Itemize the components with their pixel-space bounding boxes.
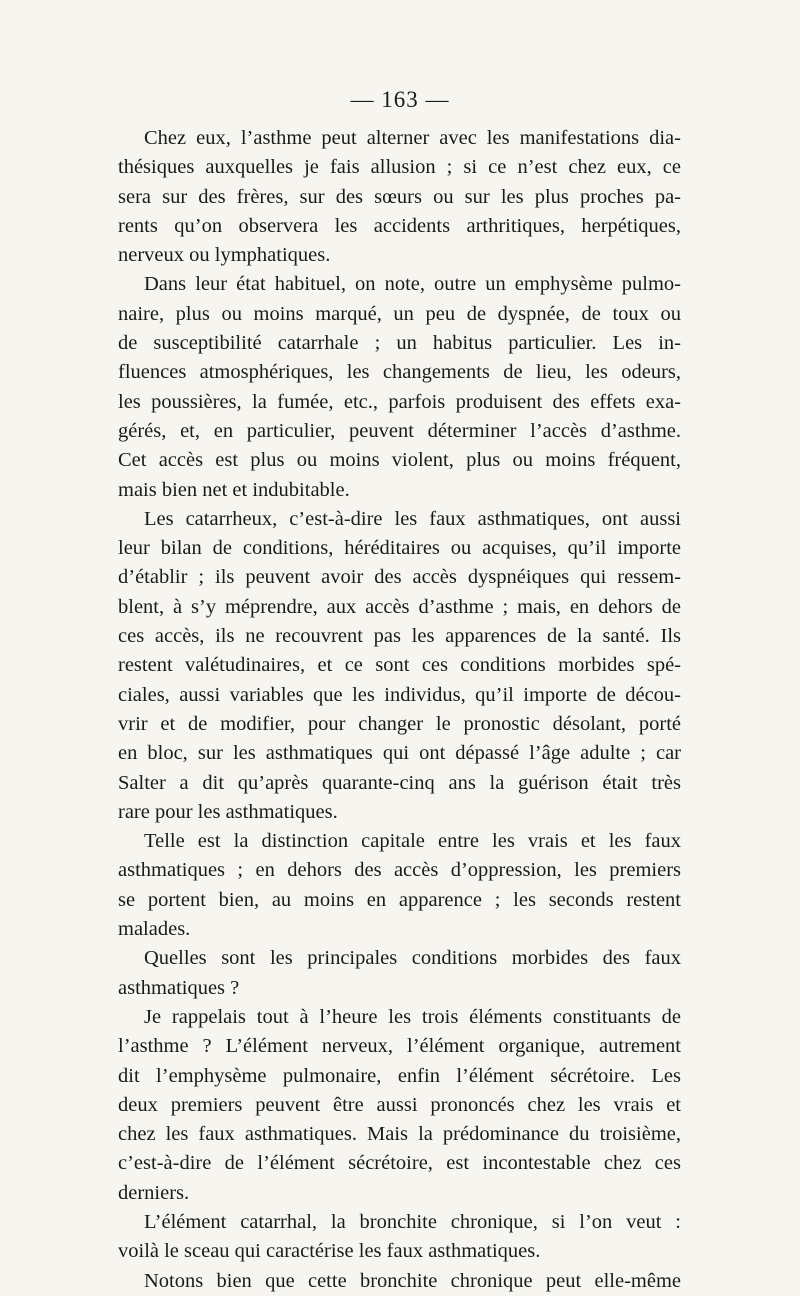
text-line: Salter a dit qu’après quarante-cinq ans la guérison était très — [118, 771, 681, 794]
text-line: thésiques auxquelles je fais allusion ; si ce n’est chez eux, ce — [118, 156, 681, 179]
text-line: deux premiers peuvent être aussi prononcés chez les vrais et — [118, 1093, 681, 1116]
text-line: en bloc, sur les asthmatiques qui ont dépassé l’âge adulte ; car — [118, 742, 681, 765]
text-line: l’asthme ? L’élément nerveux, l’élément organique, autrement — [118, 1035, 681, 1058]
text-line: blent, à s’y méprendre, aux accès d’asthme ; mais, en dehors de — [118, 595, 681, 618]
text-line: restent valétudinaires, et ce sont ces conditions morbides spé- — [118, 654, 681, 677]
text-line: Notons bien que cette bronchite chronique peut elle-même — [144, 1269, 681, 1292]
text-line: c’est-à-dire de l’élément sécrétoire, est incontestable chez ces — [118, 1152, 681, 1175]
text-line: sera sur des frères, sur des sœurs ou sur les plus proches pa- — [118, 185, 681, 208]
text-line: chez les faux asthmatiques. Mais la prédominance du troisième, — [118, 1123, 681, 1146]
text-line: Telle est la distinction capitale entre les vrais et les faux — [144, 830, 681, 853]
text-line: Je rappelais tout à l’heure les trois éléments constituants de — [144, 1005, 681, 1028]
text-line: derniers. — [118, 1181, 190, 1204]
text-line: ciales, aussi variables que les individus, qu’il importe de décou- — [118, 683, 681, 706]
text-line: gérés, et, en particulier, peuvent déterminer l’accès d’asthme. — [118, 419, 681, 442]
text-line: ces accès, ils ne recouvrent pas les apparences de la santé. Ils — [118, 625, 681, 648]
page-number: — 163 — — [350, 87, 450, 112]
text-line: se portent bien, au moins en apparence ; les seconds restent — [118, 888, 681, 911]
text-line: vrir et de modifier, pour changer le pronostic désolant, porté — [118, 712, 681, 735]
text-line: dit l’emphysème pulmonaire, enfin l’élément sécrétoire. Les — [118, 1064, 681, 1087]
text-line: asthmatiques ; en dehors des accès d’oppression, les premiers — [118, 859, 681, 882]
text-line: voilà le sceau qui caractérise les faux asthmatiques. — [118, 1240, 541, 1263]
text-line: mais bien net et indubitable. — [118, 478, 350, 501]
text-line: naire, plus ou moins marqué, un peu de dyspnée, de toux ou — [118, 302, 681, 325]
text-line: Cet accès est plus ou moins violent, plus ou moins fréquent, — [118, 449, 681, 472]
text-line: Dans leur état habituel, on note, outre un emphysème pulmo- — [144, 273, 681, 296]
text-line: de susceptibilité catarrhale ; un habitus particulier. Les in- — [118, 332, 681, 355]
text-line: d’établir ; ils peuvent avoir des accès dyspnéiques qui ressem- — [118, 566, 681, 589]
text-line: rents qu’on observera les accidents arthritiques, herpétiques, — [118, 214, 681, 237]
text-line: Chez eux, l’asthme peut alterner avec les manifestations dia- — [144, 127, 681, 149]
text-line: fluences atmosphériques, les changements de lieu, les odeurs, — [118, 361, 681, 384]
text-line: leur bilan de conditions, héréditaires ou acquises, qu’il importe — [118, 537, 681, 560]
text-line: malades. — [118, 918, 191, 941]
text-line: rare pour les asthmatiques. — [118, 800, 338, 823]
text-line: Quelles sont les principales conditions morbides des faux — [144, 947, 681, 970]
text-line: asthmatiques ? — [118, 976, 240, 999]
text-body — [118, 124, 681, 1296]
text-line: Les catarrheux, c’est-à-dire les faux asthmatiques, ont aussi — [144, 507, 681, 530]
text-line: L’élément catarrhal, la bronchite chronique, si l’on veut : — [144, 1210, 681, 1233]
text-line: nerveux ou lymphatiques. — [118, 244, 331, 267]
text-line: les poussières, la fumée, etc., parfois produisent des effets exa- — [118, 390, 681, 413]
